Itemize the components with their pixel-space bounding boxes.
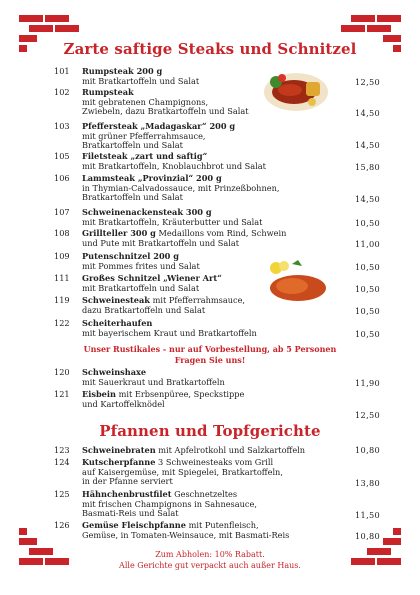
item-description: mit Bratkartoffeln und Salat — [82, 75, 200, 86]
item-price: 10,80 — [355, 445, 380, 455]
item-description: Gemüse, in Tomaten-Weinsauce, mit Basmati-Reis — [82, 529, 290, 540]
item-price: 14,50 — [355, 108, 380, 118]
item-price: 10,50 — [355, 284, 380, 294]
preorder-notice — [0, 344, 420, 366]
item-number: 125 — [54, 489, 70, 499]
item-description: mit Pfefferrahmsauce, — [152, 295, 246, 305]
item-number: 106 — [54, 173, 70, 183]
item-description: mit Bratkartoffeln, Kräuterbutter und Salat — [82, 216, 263, 227]
footer-line-2: Alle Gerichte gut verpackt auch außer Haus. — [119, 561, 301, 570]
item-price: 12,50 — [355, 410, 380, 420]
item-number: 101 — [54, 66, 70, 76]
item-price: 10,80 — [355, 531, 380, 541]
item-price: 15,80 — [355, 162, 380, 172]
item-name: Schweinesteak — [82, 295, 150, 305]
item-text — [82, 446, 322, 456]
item-text — [82, 521, 322, 540]
item-text — [82, 458, 322, 487]
item-text — [82, 390, 322, 409]
item-price: 10,50 — [355, 329, 380, 339]
item-name: Schweinshaxe — [82, 367, 147, 377]
item-price: 10,50 — [355, 262, 380, 272]
item-description: mit Apfelrotkohl und Salzkartoffeln — [158, 445, 306, 455]
item-text — [82, 368, 322, 387]
item-price: 10,50 — [355, 306, 380, 316]
item-description: und Kartoffelknödel — [82, 398, 165, 409]
item-description: Medaillons vom Rind, Schwein — [158, 228, 287, 238]
item-number: 126 — [54, 520, 70, 530]
item-name: Kutscherpfanne — [82, 457, 156, 467]
item-name: Rumpsteak 200 g — [82, 66, 163, 76]
item-text — [82, 274, 322, 293]
item-number: 124 — [54, 457, 70, 467]
item-description: auf Kaisergemüse, mit Spiegelei, Bratkartoffeln, — [82, 466, 283, 477]
item-description: mit Bratkartoffeln und Salat — [82, 282, 200, 293]
item-description: mit Bratkartoffeln, Knoblauchbrot und Salat — [82, 160, 266, 171]
item-description: mit gebratenen Champignons, — [82, 96, 209, 107]
item-number: 107 — [54, 207, 70, 217]
item-description: Basmati-Reis und Salat — [82, 508, 179, 519]
item-number: 122 — [54, 318, 70, 328]
item-description: mit Pommes frites und Salat — [82, 260, 200, 271]
item-text — [82, 490, 322, 519]
item-number: 119 — [54, 295, 70, 305]
item-price: 11,00 — [355, 239, 380, 249]
item-number: 108 — [54, 228, 70, 238]
footer-note — [0, 549, 420, 571]
item-name: Schweinenackensteak 300 g — [82, 207, 212, 217]
item-text — [82, 229, 322, 248]
item-description: mit grüner Pfefferrahmsauce, — [82, 130, 206, 141]
item-description: und Pute mit Bratkartoffeln und Salat — [82, 237, 240, 248]
item-name: Eisbein — [82, 389, 116, 399]
item-number: 102 — [54, 87, 70, 97]
item-description: Bratkartoffeln und Salat — [82, 140, 183, 151]
item-name: Putenschnitzel 200 g — [82, 251, 179, 261]
item-number: 120 — [54, 367, 70, 377]
item-description: mit Erbsenpüree, Speckstippe — [118, 389, 245, 399]
item-price: 11,50 — [355, 510, 380, 520]
item-description: Bratkartoffeln und Salat — [82, 192, 183, 203]
item-price: 14,50 — [355, 140, 380, 150]
item-number: 109 — [54, 251, 70, 261]
item-price: 13,80 — [355, 478, 380, 488]
item-description: mit Sauerkraut und Bratkartoffeln — [82, 376, 225, 387]
item-name: Scheiterhaufen — [82, 318, 153, 328]
item-text — [82, 122, 322, 151]
item-number: 105 — [54, 151, 70, 161]
footer-line-1: Zum Abholen: 10% Rabatt. — [155, 550, 265, 559]
item-description: 3 Schweinesteaks vom Grill — [158, 457, 274, 467]
item-price: 11,90 — [355, 378, 380, 388]
item-description: mit frischen Champignons in Sahnesauce, — [82, 498, 257, 509]
item-price: 12,50 — [355, 77, 380, 87]
item-name: Lammsteak „Provinzial“ 200 g — [82, 173, 222, 183]
item-name: Schweinebraten — [82, 445, 156, 455]
item-description: mit bayerischem Kraut und Bratkartoffeln — [82, 327, 257, 338]
item-description: dazu Bratkartoffeln und Salat — [82, 304, 206, 315]
section-title-steaks: Zarte saftige Steaks und Schnitzel — [63, 40, 357, 58]
item-text — [82, 67, 322, 86]
section-title-pans: Pfannen und Topfgerichte — [99, 422, 321, 440]
notice-line-1: Unser Rustikales - nur auf Vorbestellung, ab 5 Personen — [83, 344, 337, 354]
item-description: in Thymian-Calvadossauce, mit Prinzeßbohnen, — [82, 182, 280, 193]
item-name: Rumpsteak — [82, 87, 134, 97]
item-name: Großes Schnitzel „Wiener Art“ — [82, 273, 222, 283]
item-name: Gemüse Fleischpfanne — [82, 520, 186, 530]
item-text — [82, 319, 322, 338]
item-text — [82, 152, 322, 171]
item-text — [82, 252, 322, 271]
item-price: 14,50 — [355, 194, 380, 204]
item-description: Geschnetzeltes — [174, 489, 238, 499]
item-text — [82, 174, 322, 203]
item-number: 111 — [54, 273, 70, 283]
item-text — [82, 88, 322, 117]
item-price: 10,50 — [355, 218, 380, 228]
item-name: Hähnchenbrustfilet — [82, 489, 172, 499]
item-number: 123 — [54, 445, 70, 455]
item-number: 103 — [54, 121, 70, 131]
item-name: Pfeffersteak „Madagaskar“ 200 g — [82, 121, 236, 131]
item-description: mit Putenfleisch, — [188, 520, 259, 530]
item-text — [82, 296, 322, 315]
item-name: Grillteller 300 g — [82, 228, 156, 238]
item-name: Filetsteak „zart und saftig“ — [82, 151, 208, 161]
notice-line-2: Fragen Sie uns! — [174, 355, 246, 365]
item-description: Zwiebeln, dazu Bratkartoffeln und Salat — [82, 106, 249, 117]
item-text — [82, 208, 322, 227]
item-description: in der Pfanne serviert — [82, 476, 173, 487]
item-number: 121 — [54, 389, 70, 399]
